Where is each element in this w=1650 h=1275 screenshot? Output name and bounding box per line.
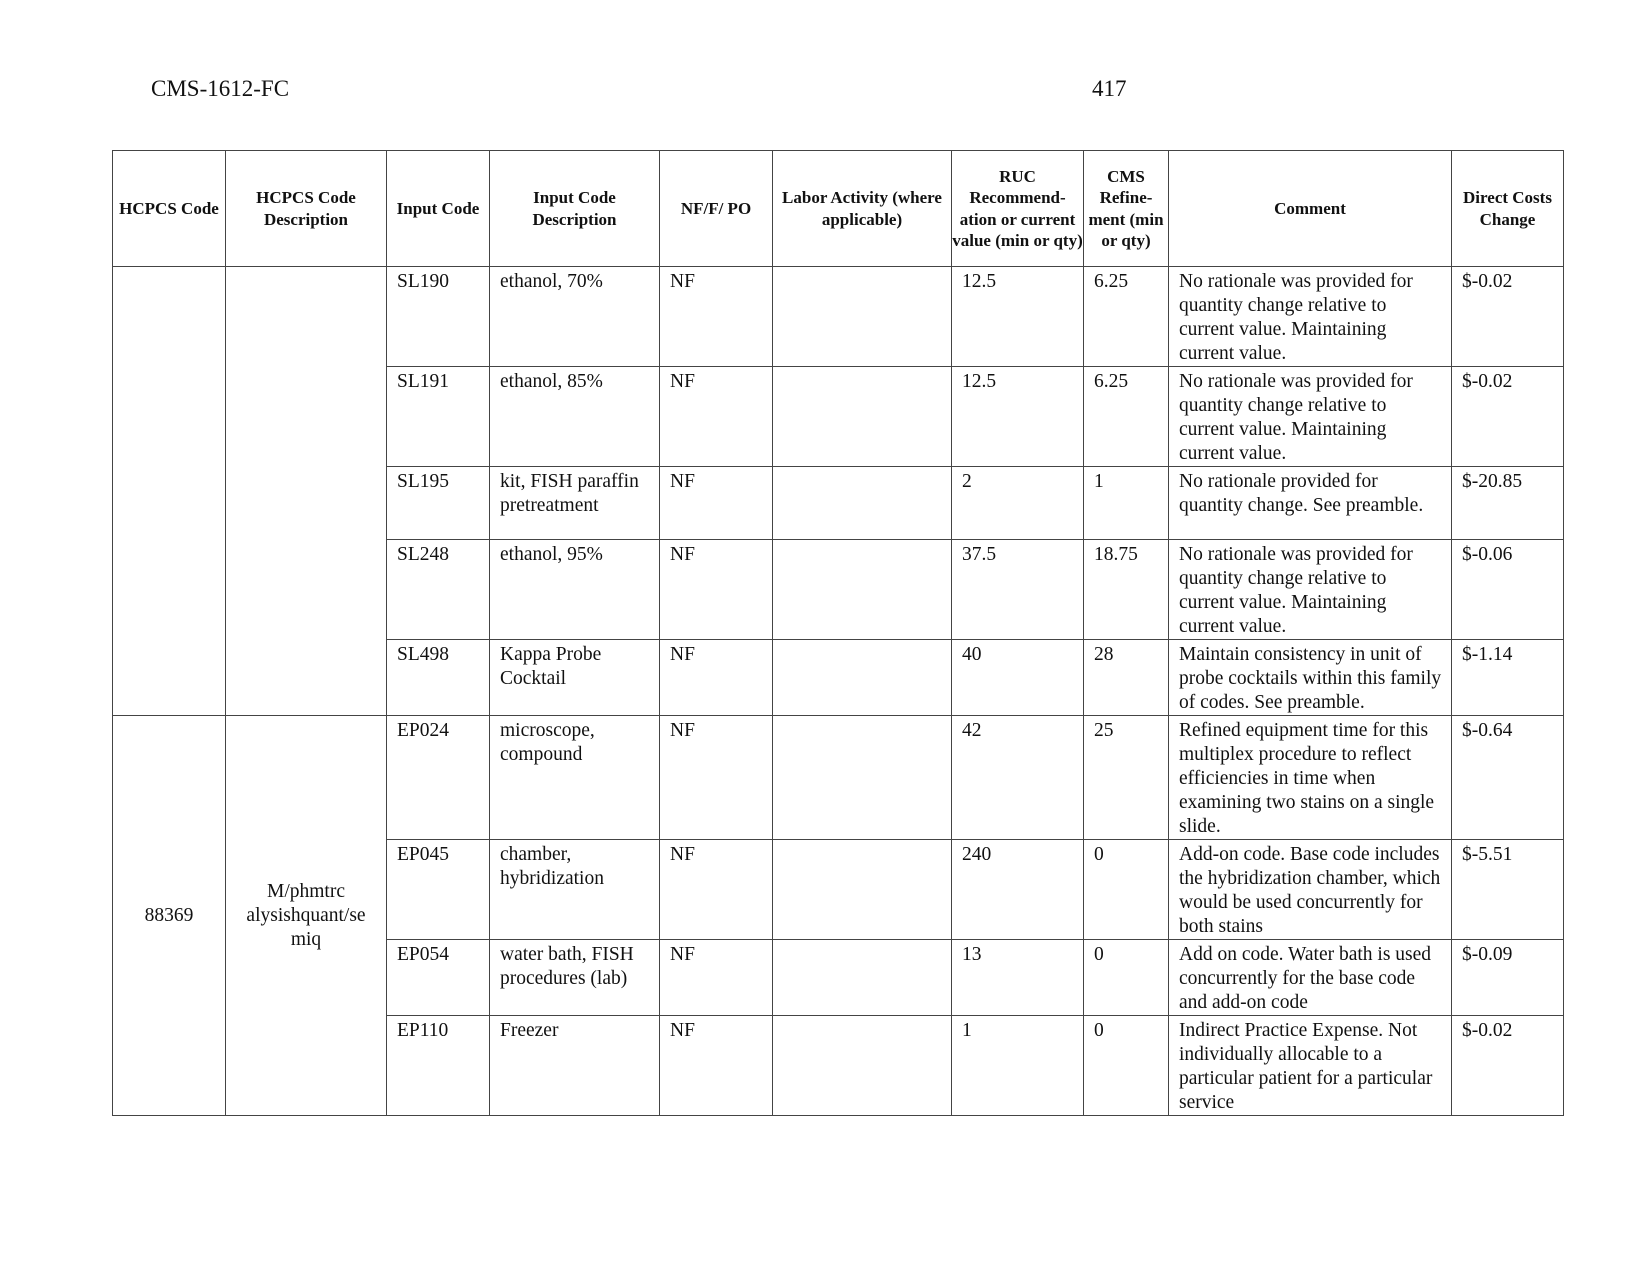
col-header-labor-activity: Labor Activity (where applicable) [773,151,952,267]
col-header-cms-refinement: CMS Refine-ment (min or qty) [1084,151,1169,267]
ruc-value-cell: 2 [952,467,1084,540]
input-code-cell: SL190 [387,267,490,367]
comment-cell: Indirect Practice Expense. Not individually allocable to a particular patient for a particular service [1169,1016,1452,1116]
input-code-cell: SL195 [387,467,490,540]
hcpcs-description-cell: M/phmtrc alysishquant/se miq [226,716,387,1116]
cms-refinement-cell: 25 [1084,716,1169,840]
nf-cell: NF [660,716,773,840]
document-id: CMS-1612-FC [151,76,290,101]
table-row [113,267,1564,367]
col-header-nf-f-po: NF/F/ PO [660,151,773,267]
nf-cell: NF [660,840,773,940]
labor-activity-cell [773,1016,952,1116]
input-description-cell: ethanol, 85% [490,367,660,467]
input-description-cell: water bath, FISH procedures (lab) [490,940,660,1016]
direct-costs-cell: $-0.02 [1452,267,1564,367]
ruc-value-cell: 1 [952,1016,1084,1116]
comment-cell: No rationale was provided for quantity change relative to current value. Maintaining current value. [1169,367,1452,467]
input-code-cell: SL191 [387,367,490,467]
nf-cell: NF [660,267,773,367]
comment-cell: No rationale was provided for quantity change relative to current value. Maintaining current value. [1169,267,1452,367]
col-header-input-code: Input Code [387,151,490,267]
nf-cell: NF [660,640,773,716]
hcpcs-description-cell [226,267,387,716]
nf-cell: NF [660,940,773,1016]
ruc-value-cell: 40 [952,640,1084,716]
ruc-value-cell: 12.5 [952,367,1084,467]
table-header-row [113,151,1564,267]
col-header-hcpcs-description: HCPCS Code Description [226,151,387,267]
col-header-direct-costs: Direct Costs Change [1452,151,1564,267]
labor-activity-cell [773,640,952,716]
direct-costs-cell: $-5.51 [1452,840,1564,940]
hcpcs-code-cell [113,267,226,716]
ruc-value-cell: 12.5 [952,267,1084,367]
input-code-cell: EP024 [387,716,490,840]
input-description-cell: kit, FISH paraffin pretreatment [490,467,660,540]
labor-activity-cell [773,716,952,840]
direct-costs-cell: $-20.85 [1452,467,1564,540]
input-code-cell: SL498 [387,640,490,716]
input-description-cell: Freezer [490,1016,660,1116]
input-description-cell: microscope, compound [490,716,660,840]
cms-refinement-cell: 28 [1084,640,1169,716]
col-header-comment: Comment [1169,151,1452,267]
hcpcs-code-cell: 88369 [113,716,226,1116]
labor-activity-cell [773,940,952,1016]
table-row [113,716,1564,840]
cms-refinement-cell: 6.25 [1084,267,1169,367]
direct-costs-cell: $-0.09 [1452,940,1564,1016]
cms-refinement-cell: 0 [1084,940,1169,1016]
direct-costs-cell: $-0.64 [1452,716,1564,840]
input-code-cell: EP045 [387,840,490,940]
col-header-hcpcs-code: HCPCS Code [113,151,226,267]
comment-cell: No rationale was provided for quantity change relative to current value. Maintaining current value. [1169,540,1452,640]
direct-costs-cell: $-1.14 [1452,640,1564,716]
labor-activity-cell [773,467,952,540]
input-code-cell: EP110 [387,1016,490,1116]
labor-activity-cell [773,840,952,940]
nf-cell: NF [660,467,773,540]
col-header-ruc-recommendation: RUC Recommend-ation or current value (min or qty) [952,151,1084,267]
cost-table [112,150,1564,1116]
labor-activity-cell [773,367,952,467]
cms-refinement-cell: 0 [1084,840,1169,940]
col-header-input-description: Input Code Description [490,151,660,267]
input-description-cell: ethanol, 70% [490,267,660,367]
comment-cell: Maintain consistency in unit of probe cocktails within this family of codes. See preamble. [1169,640,1452,716]
comment-cell: Add on code. Water bath is used concurrently for the base code and add-on code [1169,940,1452,1016]
direct-costs-cell: $-0.02 [1452,367,1564,467]
labor-activity-cell [773,540,952,640]
comment-cell: Refined equipment time for this multiplex procedure to reflect efficiencies in time when examining two stains on a single slide. [1169,716,1452,840]
ruc-value-cell: 42 [952,716,1084,840]
input-description-cell: chamber, hybridization [490,840,660,940]
cms-refinement-cell: 0 [1084,1016,1169,1116]
input-description-cell: Kappa Probe Cocktail [490,640,660,716]
cms-refinement-cell: 18.75 [1084,540,1169,640]
direct-costs-cell: $-0.02 [1452,1016,1564,1116]
direct-costs-cell: $-0.06 [1452,540,1564,640]
nf-cell: NF [660,367,773,467]
ruc-value-cell: 37.5 [952,540,1084,640]
comment-cell: Add-on code. Base code includes the hybridization chamber, which would be used concurrently for both stains [1169,840,1452,940]
nf-cell: NF [660,1016,773,1116]
input-code-cell: EP054 [387,940,490,1016]
input-code-cell: SL248 [387,540,490,640]
input-description-cell: ethanol, 95% [490,540,660,640]
ruc-value-cell: 240 [952,840,1084,940]
cms-refinement-cell: 1 [1084,467,1169,540]
cms-refinement-cell: 6.25 [1084,367,1169,467]
ruc-value-cell: 13 [952,940,1084,1016]
labor-activity-cell [773,267,952,367]
comment-cell: No rationale provided for quantity change. See preamble. [1169,467,1452,540]
page-number: 417 [1092,76,1127,101]
nf-cell: NF [660,540,773,640]
